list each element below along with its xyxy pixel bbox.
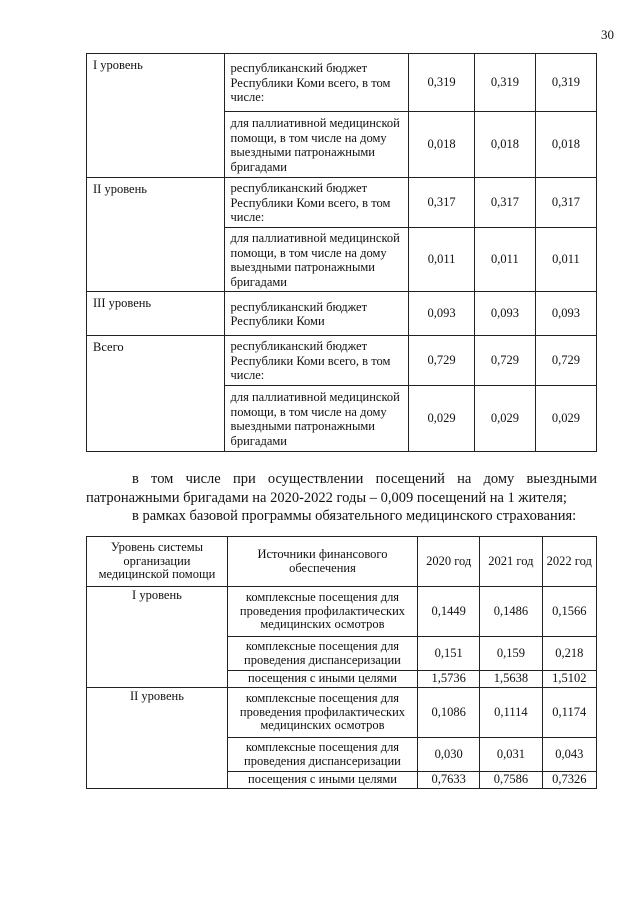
value-2022: 0,1174 xyxy=(542,688,597,738)
header-2020: 2020 год xyxy=(418,537,480,587)
source-cell: комплексные посещения для проведения диспансеризации xyxy=(227,637,417,671)
value-2022: 0,029 xyxy=(535,386,596,452)
value-2020: 0,018 xyxy=(409,112,475,178)
value-2020: 0,011 xyxy=(409,228,475,292)
source-cell: комплексные посещения для проведения диспансеризации xyxy=(227,738,417,772)
level-cell: I уровень xyxy=(87,54,225,178)
value-2021: 0,011 xyxy=(474,228,535,292)
source-cell: республиканский бюджет Республики Коми всего, в том числе: xyxy=(224,336,409,386)
source-cell: посещения с иными целями xyxy=(227,772,417,789)
source-cell: комплексные посещения для проведения профилактических медицинских осмотров xyxy=(227,688,417,738)
table-header-row xyxy=(87,537,597,587)
paragraph-patronage-visits: в том числе при осуществлении посещений на дому выездными патронажными бригадами на 2020-2022 годы – 0,009 посещений на 1 жителя; xyxy=(86,471,597,506)
level-cell: Всего xyxy=(87,336,225,452)
level-cell: II уровень xyxy=(87,178,225,292)
table-row xyxy=(87,336,597,386)
value-2022: 0,319 xyxy=(535,54,596,112)
value-2022: 1,5102 xyxy=(542,671,597,688)
value-2021: 0,7586 xyxy=(480,772,542,789)
value-2020: 0,1449 xyxy=(418,587,480,637)
value-2022: 0,7326 xyxy=(542,772,597,789)
table-oms-visits xyxy=(86,536,597,789)
value-2022: 0,1566 xyxy=(542,587,597,637)
table-row xyxy=(87,292,597,336)
value-2020: 0,729 xyxy=(409,336,475,386)
value-2022: 0,729 xyxy=(535,336,596,386)
source-cell: комплексные посещения для проведения профилактических медицинских осмотров xyxy=(227,587,417,637)
value-2022: 0,018 xyxy=(535,112,596,178)
value-2021: 0,093 xyxy=(474,292,535,336)
value-2022: 0,043 xyxy=(542,738,597,772)
source-cell: посещения с иными целями xyxy=(227,671,417,688)
level-cell: II уровень xyxy=(87,688,228,789)
value-2021: 0,018 xyxy=(474,112,535,178)
table-row xyxy=(87,688,597,738)
header-2021: 2021 год xyxy=(480,537,542,587)
level-cell: I уровень xyxy=(87,587,228,688)
value-2021: 0,1486 xyxy=(480,587,542,637)
value-2021: 0,159 xyxy=(480,637,542,671)
paragraph-oms-program: в рамках базовой программы обязательного медицинского страхования: xyxy=(132,508,577,524)
table-row xyxy=(87,54,597,112)
value-2021: 0,729 xyxy=(474,336,535,386)
value-2020: 0,7633 xyxy=(418,772,480,789)
source-cell: республиканский бюджет Республики Коми xyxy=(224,292,409,336)
value-2020: 0,151 xyxy=(418,637,480,671)
page-number: 30 xyxy=(601,27,614,42)
value-2021: 0,029 xyxy=(474,386,535,452)
source-cell: республиканский бюджет Республики Коми всего, в том числе: xyxy=(224,54,409,112)
value-2021: 0,319 xyxy=(474,54,535,112)
value-2021: 1,5638 xyxy=(480,671,542,688)
source-cell: для паллиативной медицинской помощи, в том числе на дому выездными патронажными бригадами xyxy=(224,386,409,452)
table-republic-budget-visits xyxy=(86,53,597,452)
value-2022: 0,317 xyxy=(535,178,596,228)
value-2020: 0,093 xyxy=(409,292,475,336)
value-2022: 0,218 xyxy=(542,637,597,671)
value-2022: 0,011 xyxy=(535,228,596,292)
header-source: Источники финансового обеспечения xyxy=(227,537,417,587)
value-2020: 0,317 xyxy=(409,178,475,228)
value-2021: 0,1114 xyxy=(480,688,542,738)
value-2020: 0,030 xyxy=(418,738,480,772)
value-2020: 0,319 xyxy=(409,54,475,112)
value-2020: 1,5736 xyxy=(418,671,480,688)
value-2021: 0,317 xyxy=(474,178,535,228)
source-cell: республиканский бюджет Республики Коми всего, в том числе: xyxy=(224,178,409,228)
value-2020: 0,029 xyxy=(409,386,475,452)
table-row xyxy=(87,587,597,637)
header-level: Уровень системы организации медицинской помощи xyxy=(87,537,228,587)
source-cell: для паллиативной медицинской помощи, в том числе на дому выездными патронажными бригадами xyxy=(224,112,409,178)
value-2020: 0,1086 xyxy=(418,688,480,738)
value-2022: 0,093 xyxy=(535,292,596,336)
source-cell: для паллиативной медицинской помощи, в том числе на дому выездными патронажными бригадами xyxy=(224,228,409,292)
table-row xyxy=(87,178,597,228)
header-2022: 2022 год xyxy=(542,537,597,587)
level-cell: III уровень xyxy=(87,292,225,336)
value-2021: 0,031 xyxy=(480,738,542,772)
